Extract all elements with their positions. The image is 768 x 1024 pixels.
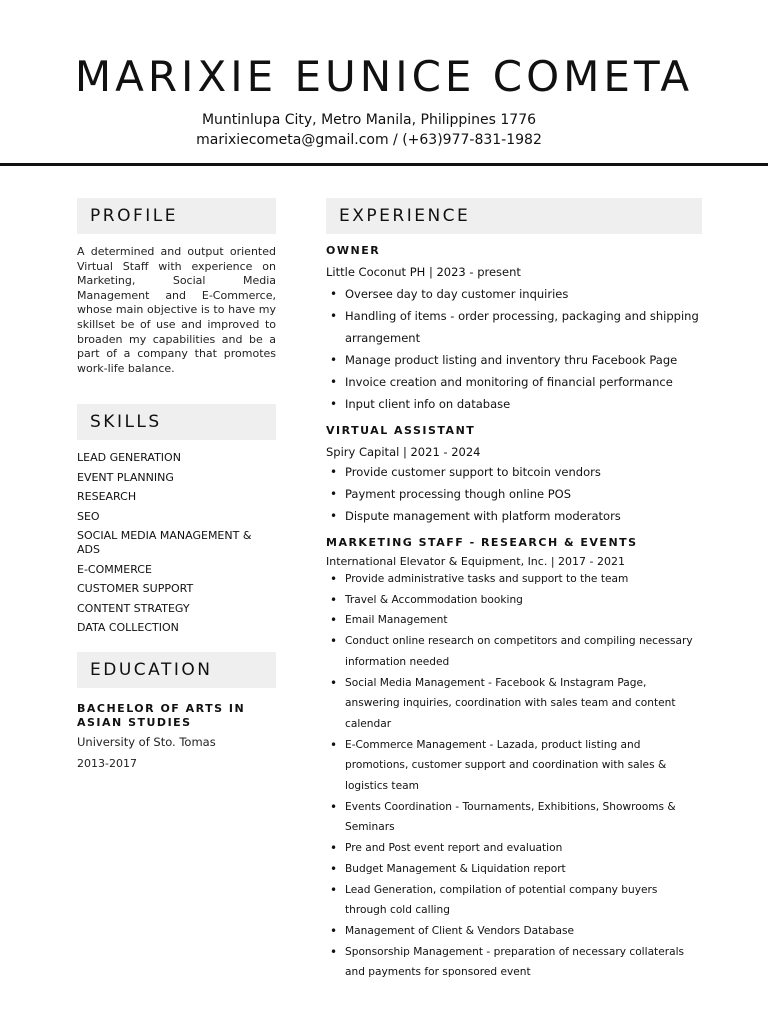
skill-item: LEAD GENERATION [77,451,181,464]
skill-item: E-COMMERCE [77,562,152,576]
skill-item: SOCIAL MEDIA MANAGEMENT & ADS [77,529,252,556]
job-title: OWNER [326,244,381,257]
profile-section [77,198,276,376]
education-section [77,652,276,770]
job-bullet: • Travel & Accommodation booking [326,590,702,611]
skill-item: RESEARCH [77,490,137,503]
address-line: Muntinlupa City, Metro Manila, Philippines 1776 [201,112,537,128]
skills-list [77,451,276,635]
job-company: Little Coconut PH | 2023 - present [326,265,521,279]
job-bullets [326,569,702,983]
job-bullet: • Budget Management & Liquidation report [326,859,702,880]
job-bullet: • Payment processing though online POS [326,483,702,505]
degree-title: BACHELOR OF ARTS IN ASIAN STUDIES [77,702,246,729]
experience-heading: EXPERIENCE [326,198,702,234]
profile-heading: PROFILE [77,198,276,234]
job-entry [326,244,702,415]
job-bullet: • Sponsorship Management - preparation of necessary collaterals and payments for sponsored event [326,942,702,983]
job-bullet: • Management of Client & Vendors Database [326,921,702,942]
skill-item: CUSTOMER SUPPORT [77,582,194,595]
job-bullet: • Events Coordination - Tournaments, Exhibitions, Showrooms & Seminars [326,797,702,838]
profile-text: A determined and output oriented Virtual Staff with experience on Marketing, Social Media Management and E-Commerce, whose main objective is to have my skillset be of use and improved to broaden my capabilities and be a part of a company that promotes work-life balance. [77,245,276,375]
skill-item: EVENT PLANNING [77,470,174,484]
resume-name: MARIXIE EUNICE COMETA [74,52,694,101]
job-company: Spiry Capital | 2021 - 2024 [326,445,481,459]
job-bullet: • Oversee day to day customer inquiries [326,283,702,305]
job-bullet: • Conduct online research on competitors and compiling necessary information needed [326,631,702,672]
skills-section [77,404,276,635]
job-bullet: • Provide administrative tasks and support to the team [326,569,702,590]
job-bullet: • Input client info on database [326,393,702,415]
skill-item: SEO [77,509,100,523]
contact-line: marixiecometa@gmail.com / (+63)977-831-1982 [196,132,542,148]
job-title: VIRTUAL ASSISTANT [326,424,476,437]
job-entry [326,424,702,527]
header-divider [0,163,768,166]
job-title: MARKETING STAFF - RESEARCH & EVENTS [326,536,638,549]
job-bullet: • Handling of items - order processing, packaging and shipping arrangement [326,305,702,349]
job-bullet: • Invoice creation and monitoring of financial performance [326,371,702,393]
job-bullet: • Lead Generation, compilation of potential company buyers through cold calling [326,880,702,921]
job-bullets [326,283,702,415]
job-bullet: • Dispute management with platform moderators [326,505,702,527]
job-bullet: • Social Media Management - Facebook & Instagram Page, answering inquiries, coordination with sales team and content calendar [326,673,702,735]
job-bullets [326,461,702,527]
experience-section [326,198,702,983]
skill-item: CONTENT STRATEGY [77,601,190,615]
education-years: 2013-2017 [77,757,137,770]
skills-heading: SKILLS [77,404,276,440]
job-bullet: • Provide customer support to bitcoin vendors [326,461,702,483]
job-bullet: • Email Management [326,610,702,631]
job-bullet: • E-Commerce Management - Lazada, product listing and promotions, customer support and coordination with sales & logistics team [326,735,702,797]
skill-item: DATA COLLECTION [77,621,179,634]
education-heading: EDUCATION [77,652,276,688]
job-bullet: • Manage product listing and inventory thru Facebook Page [326,349,702,371]
job-entry [326,536,702,983]
job-company: International Elevator & Equipment, Inc. | 2017 - 2021 [326,555,625,568]
job-bullet: • Pre and Post event report and evaluation [326,838,702,859]
school-name: University of Sto. Tomas [77,735,216,749]
